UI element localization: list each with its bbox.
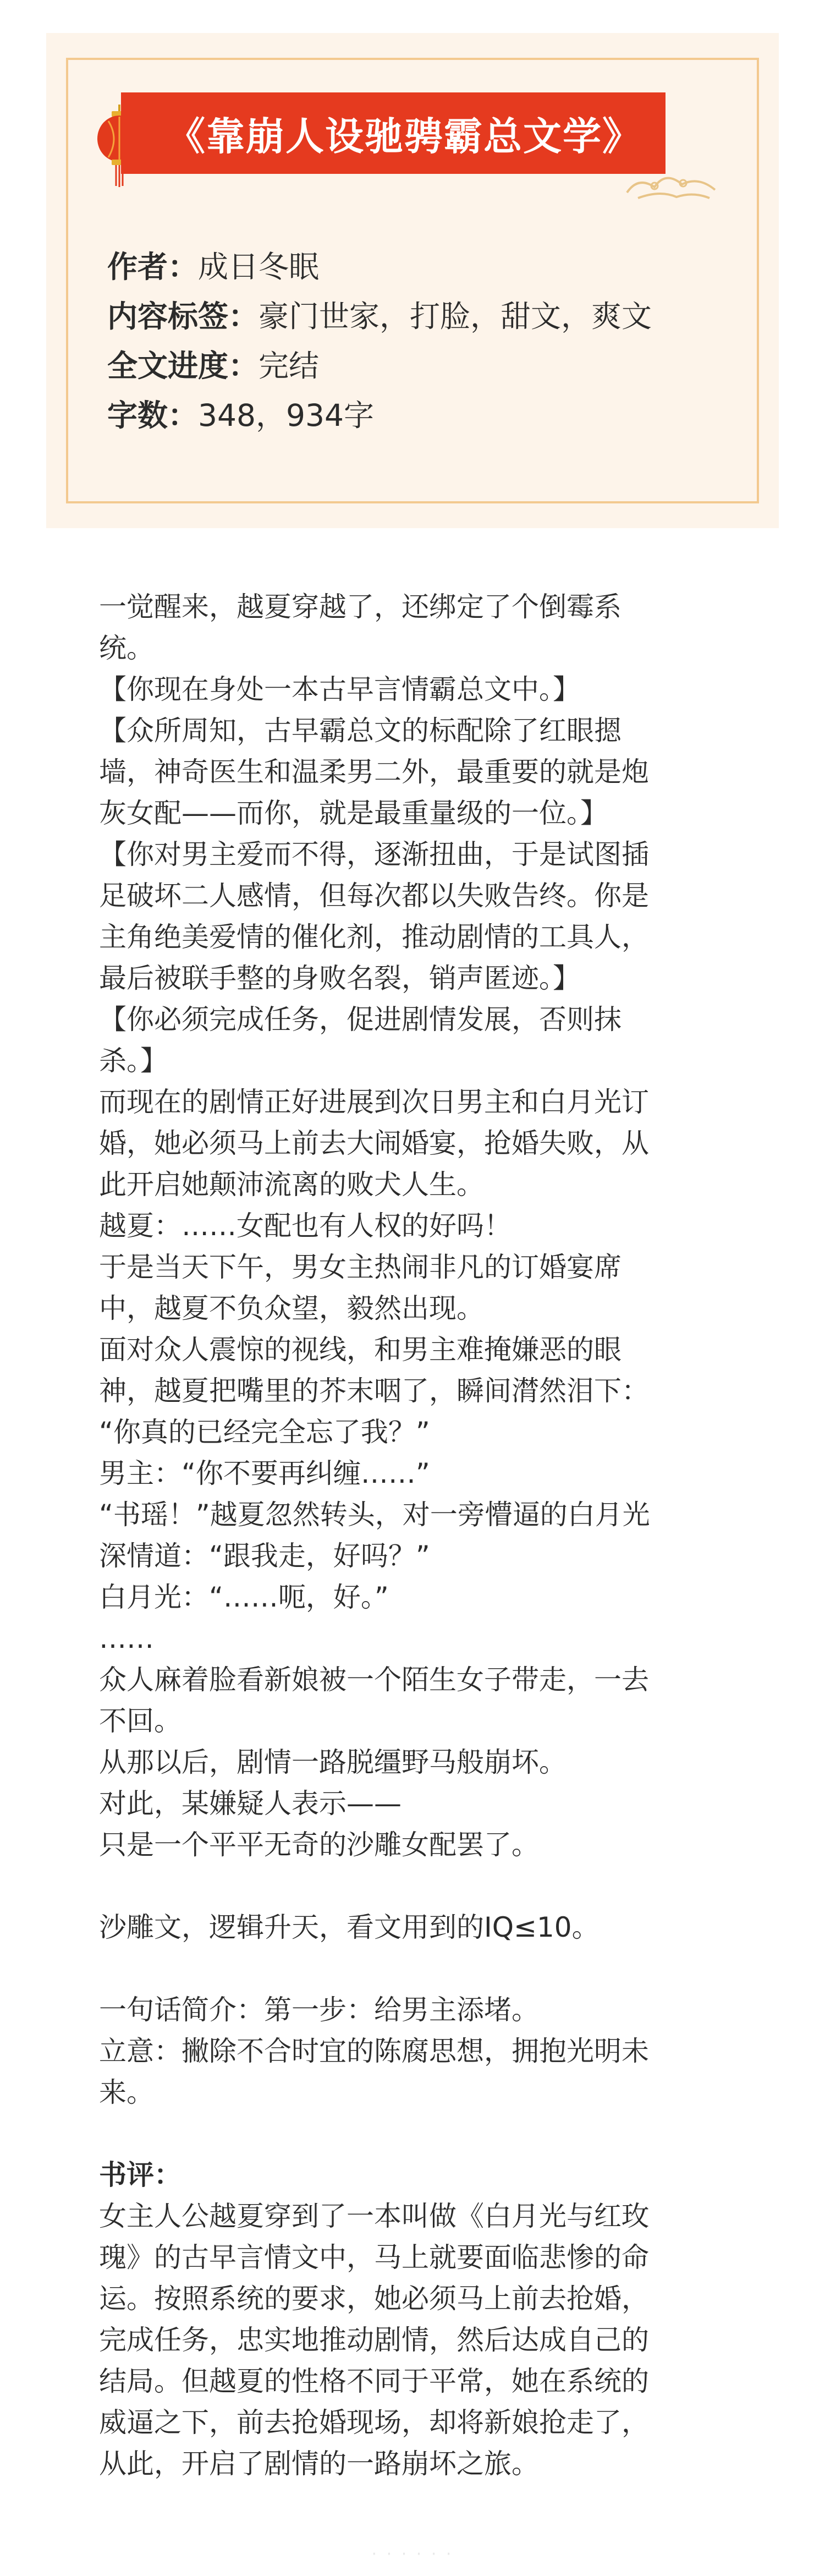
meta-tags: 内容标签：豪门世家，打脸，甜文，爽文 bbox=[107, 299, 652, 334]
text-line: 此开启她颠沛流离的败犬人生。 bbox=[99, 1169, 484, 1201]
text-line: 只是一个平平无奇的沙雕女配罢了。 bbox=[99, 1829, 539, 1861]
text-line: 足破坏二人感情，但每次都以失败告终。你是 bbox=[99, 880, 649, 912]
text-line: 一句话简介：第一步：给男主添堵。 bbox=[99, 1994, 539, 2026]
text-line: 中，越夏不负众望，毅然出现。 bbox=[99, 1292, 484, 1324]
text-line: 【你现在身处一本古早言情霸总文中。】 bbox=[99, 673, 580, 705]
text-line: 杀。】 bbox=[99, 1045, 168, 1077]
text-line: 完成任务，忠实地推动剧情，然后达成自己的 bbox=[99, 2324, 649, 2356]
text-line: 瑰》的古早言情文中，马上就要面临悲惨的命 bbox=[99, 2241, 649, 2273]
book-meta bbox=[107, 250, 652, 448]
text-line: 最后被联手整的身败名裂，销声匿迹。】 bbox=[99, 962, 580, 994]
text-line bbox=[99, 2113, 748, 2155]
text-line: 书评： bbox=[99, 2159, 182, 2191]
text-line: 不回。 bbox=[99, 1705, 182, 1737]
text-line: “你真的已经完全忘了我？” bbox=[99, 1416, 430, 1448]
text-line: 白月光：“……呃，好。” bbox=[99, 1581, 389, 1613]
text-line: 从此，开启了剧情的一路崩坏之旅。 bbox=[99, 2448, 539, 2480]
text-line: 【你对男主爱而不得，逐渐扭曲，于是试图插 bbox=[99, 838, 649, 870]
text-line: 神，越夏把嘴里的芥末咽了，瞬间潸然泪下： bbox=[99, 1375, 649, 1407]
text-line: 灰女配——而你，就是最重量级的一位。】 bbox=[99, 797, 608, 829]
meta-word-count: 字数：348，934字 bbox=[107, 398, 374, 433]
text-line: 深情道：“跟我走，好吗？” bbox=[99, 1540, 430, 1572]
book-title-banner bbox=[121, 92, 666, 174]
text-line: 越夏：……女配也有人权的好吗！ bbox=[99, 1210, 512, 1242]
text-line: 威逼之下，前去抢婚现场，却将新娘抢走了， bbox=[99, 2407, 649, 2438]
text-line: 【你必须完成任务，促进剧情发展，否则抹 bbox=[99, 1004, 622, 1035]
text-line: 统。 bbox=[99, 632, 154, 664]
text-line bbox=[99, 1866, 748, 1907]
text-line: 结局。但越夏的性格不同于平常，她在系统的 bbox=[99, 2365, 649, 2397]
text-line: 于是当天下午，男女主热闹非凡的订婚宴席 bbox=[99, 1251, 622, 1283]
text-line: …… bbox=[99, 1623, 154, 1654]
text-line: 对此，某嫌疑人表示—— bbox=[99, 1788, 402, 1819]
text-line: 沙雕文，逻辑升天，看文用到的IQ≤10。 bbox=[99, 1911, 600, 1943]
text-line: 众人麻着脸看新娘被一个陌生女子带走，一去 bbox=[99, 1664, 649, 1696]
text-line: 从那以后，剧情一路脱缰野马般崩坏。 bbox=[99, 1746, 566, 1778]
text-line: 【众所周知，古早霸总文的标配除了红眼摁 bbox=[99, 715, 622, 747]
text-line: 而现在的剧情正好进展到次日男主和白月光订 bbox=[99, 1086, 649, 1118]
meta-progress: 全文进度：完结 bbox=[107, 348, 320, 383]
text-line: 婚，她必须马上前去大闹婚宴，抢婚失败，从 bbox=[99, 1127, 649, 1159]
text-line: 女主人公越夏穿到了一本叫做《白月光与红玫 bbox=[99, 2200, 649, 2232]
book-title: 《靠崩人设驰骋霸总文学》 bbox=[167, 113, 642, 159]
watermark: · · · · · · bbox=[371, 2545, 454, 2564]
text-line: 一觉醒来，越夏穿越了，还绑定了个倒霉系 bbox=[99, 591, 622, 623]
meta-author: 作者：成日冬眠 bbox=[107, 249, 320, 284]
text-line: 面对众人震惊的视线，和男主难掩嫌恶的眼 bbox=[99, 1334, 622, 1366]
text-line: 立意：撇除不合时宜的陈腐思想，拥抱光明未 bbox=[99, 2035, 649, 2067]
cloud-icon bbox=[622, 165, 721, 204]
text-line: 主角绝美爱情的催化剂，推动剧情的工具人， bbox=[99, 921, 649, 953]
text-line: 墙，神奇医生和温柔男二外，最重要的就是炮 bbox=[99, 756, 649, 788]
text-line bbox=[99, 1948, 748, 1989]
text-line: “书瑶！”越夏忽然转头，对一旁懵逼的白月光 bbox=[99, 1499, 650, 1531]
synopsis-text bbox=[99, 587, 748, 2485]
text-line: 运。按照系统的要求，她必须马上前去抢婚， bbox=[99, 2283, 649, 2315]
text-line: 男主：“你不要再纠缠……” bbox=[99, 1457, 430, 1489]
text-line: 来。 bbox=[99, 2076, 154, 2108]
